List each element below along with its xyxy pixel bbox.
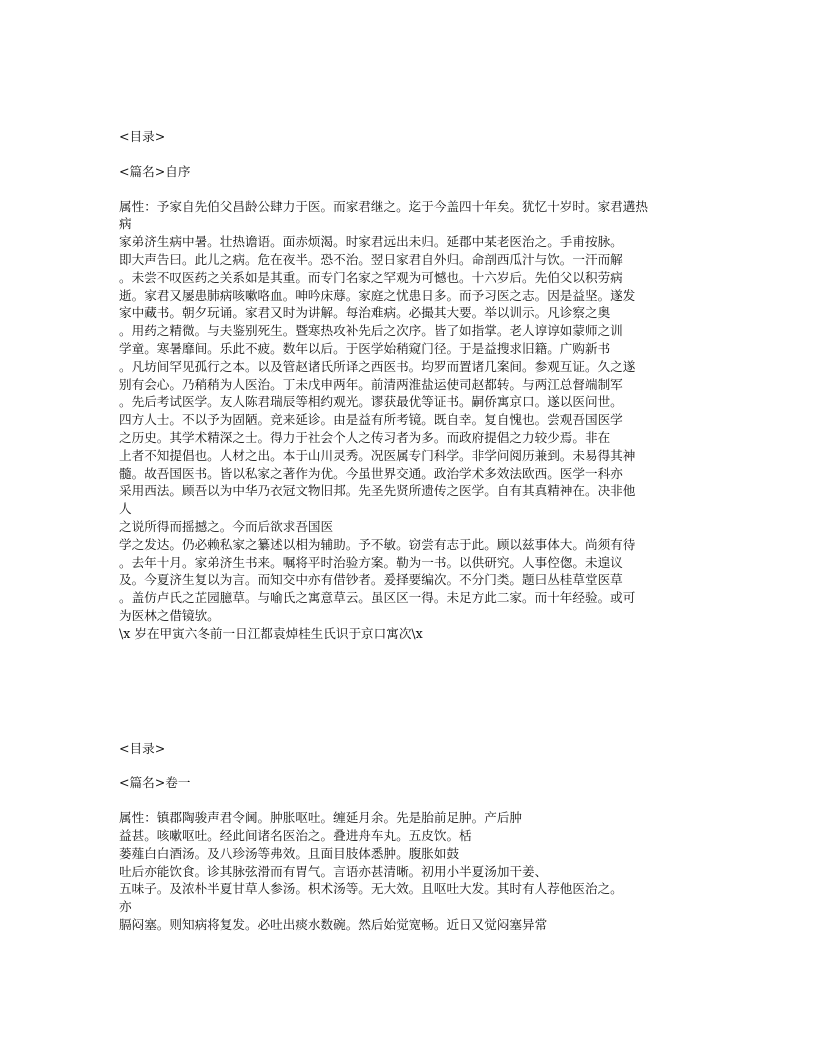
- toc-heading: <目录>: [119, 129, 166, 144]
- text-line: 属性：镇郡陶骏声君令阃。肿胀呕吐。缠延月余。先是胎前足肿。产后肿: [119, 810, 522, 826]
- text-line: 人: [119, 501, 132, 517]
- text-line: 四方人士。不以予为固陋。竞来延诊。由是益有所考镜。既自幸。复自愧也。尝观吾国医学: [119, 412, 623, 428]
- text-line: 家中藏书。朝夕玩诵。家君又时为讲解。每治难病。必撮其大要。举以训示。凡诊察之奥: [119, 305, 611, 321]
- text-line: 膈闷塞。则知病将复发。必吐出痰水数碗。然后始觉宽畅。近日又觉闷塞异常: [119, 916, 548, 932]
- text-line: 。去年十月。家弟济生书来。嘱将平时治验方案。勒为一书。以供研究。人事倥偬。未遑议: [119, 554, 623, 570]
- text-line: 之历史。其学术精深之士。得力于社会个人之传习者为多。而政府提倡之力较少焉。非在: [119, 429, 611, 445]
- text-line: 采用西法。顾吾以为中华乃衣冠文物旧邦。先圣先贤所遗传之医学。自有其真精神在。决非他: [119, 483, 636, 499]
- text-line: 即大声告曰。此儿之病。危在夜半。恐不治。翌日家君自外归。命剖西瓜汁与饮。一汗而解: [119, 251, 623, 267]
- section-preface: [119, 128, 709, 643]
- chapter-heading: <篇名>卷一: [119, 775, 191, 791]
- text-line: 家弟济生病中暑。壮热谵语。面赤烦渴。时家君远出未归。延郡中某老医治之。手甫按脉。: [119, 234, 623, 250]
- volume-body: [119, 809, 709, 934]
- text-line: 益甚。咳嗽呕吐。经此间诸名医治之。叠进舟车丸。五皮饮。栝: [119, 827, 472, 843]
- text-line: 。用药之精微。与夫鉴别死生。暨寒热攻补先后之次序。皆了如指掌。老人谆谆如蒙师之训: [119, 323, 623, 339]
- text-line: 亦: [119, 899, 132, 915]
- text-line: 学童。寒暑靡间。乐此不疲。数年以后。于医学始稍窥门径。于是益搜求旧籍。广购新书: [119, 340, 611, 356]
- text-line: 五味子。及浓朴半夏甘草人参汤。枳术汤等。无大效。且呕吐大发。其时有人荐他医治之。: [119, 881, 623, 897]
- text-line: 。先后考试医学。友人陈君瑞辰等相约观光。谬获最优等证书。嗣侨寓京口。遂以医问世。: [119, 394, 623, 410]
- text-line: 蒌薤白白酒汤。及八珍汤等弗效。且面目肢体悉肿。腹胀如鼓: [119, 845, 460, 861]
- text-line: 属性：予家自先伯父昌龄公肆力于医。而家君继之。迄于今盖四十年矣。犹忆十岁时。家君遘热: [119, 198, 648, 214]
- text-line: 上者不知提倡也。人材之出。本于山川灵秀。况医属专门科学。非学问阅历兼到。未易得其神: [119, 447, 636, 463]
- text-line: 。盖仿卢氏之芷园臆草。与喻氏之寓意草云。虽区区一得。未足方此二家。而十年经验。或可: [119, 590, 636, 606]
- text-line: 吐后亦能饮食。诊其脉弦滑而有胃气。言语亦甚清晰。初用小半夏汤加干姜、: [119, 863, 548, 879]
- chapter-heading: <篇名>自序: [119, 163, 191, 179]
- text-line: 学之发达。仍必赖私家之纂述以相为辅助。予不敏。窃尝有志于此。顾以兹事体大。尚须有待: [119, 536, 636, 552]
- document-page: [119, 128, 709, 934]
- text-line: 。未尝不叹医药之关系如是其重。而专门名家之罕观为可憾也。十六岁后。先伯父以积劳病: [119, 269, 623, 285]
- preface-body: [119, 198, 709, 643]
- text-line: 之说所得而摇撼之。今而后欲求吾国医: [119, 518, 334, 534]
- text-line: 及。今夏济生复以为言。而知交中亦有借钞者。爰择要编次。不分门类。题曰丛桂草堂医草: [119, 572, 623, 588]
- toc-heading: <目录>: [119, 740, 166, 756]
- section-volume-one: [119, 740, 709, 934]
- text-line: 病: [119, 216, 132, 232]
- text-line: 。凡坊间罕见孤行之本。以及管赵诸氏所译之西医书。均罗而置诸几案间。参观互证。久之遂: [119, 358, 636, 374]
- signature-line: \x 岁在甲寅六冬前一日江都袁焯桂生氏识于京口寓次\x: [119, 625, 423, 641]
- text-line: 为医林之借镜欤。: [119, 607, 220, 623]
- text-line: 髓。故吾国医书。皆以私家之著作为优。今虽世界交通。政治学术多效法欧西。医学一科亦: [119, 465, 623, 481]
- text-line: 逝。家君又屡患肺病咳嗽咯血。呻吟床蓐。家庭之忧患日多。而予习医之志。因是益坚。遂发: [119, 287, 636, 303]
- text-line: 别有会心。乃稍稍为人医治。丁未戊申两年。前清两淮盐运使司赵都转。与两江总督端制军: [119, 376, 623, 392]
